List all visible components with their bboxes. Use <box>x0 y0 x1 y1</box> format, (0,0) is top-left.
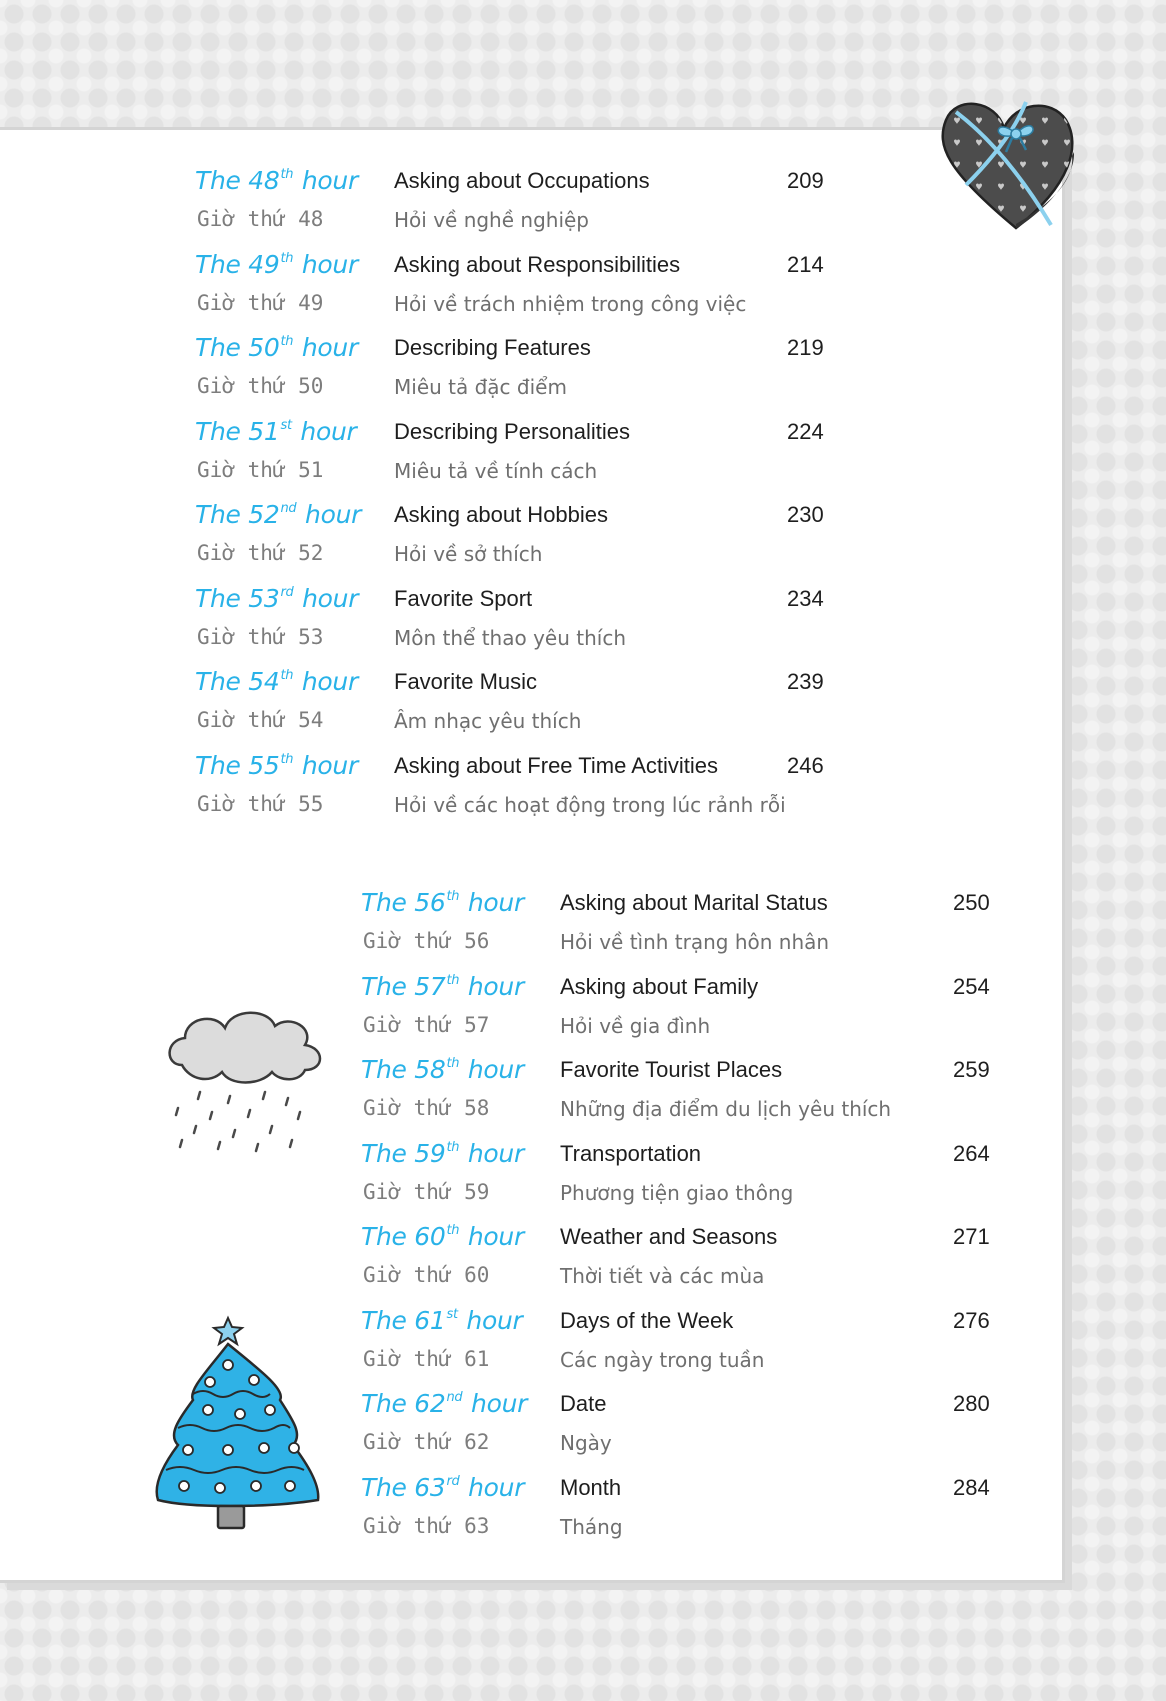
page-number: 254 <box>953 973 990 999</box>
rain-cloud-icon <box>160 1000 330 1170</box>
entry-title: Asking about Marital Status <box>560 890 828 915</box>
hour-label: The 61st hour <box>361 1305 523 1335</box>
heart-gift-box-icon <box>926 90 1081 235</box>
vietnamese-hour-label: Giờ thứ 54 <box>197 708 324 732</box>
vietnamese-title: Miêu tả đặc điểm <box>394 375 567 399</box>
christmas-tree-icon <box>148 1310 328 1535</box>
hour-label: The 50th hour <box>195 333 358 362</box>
vietnamese-title: Âm nhạc yêu thích <box>394 709 582 733</box>
vietnamese-hour-label: Giờ thứ 49 <box>197 290 324 315</box>
page-number: 246 <box>787 752 824 778</box>
page-number: 259 <box>953 1057 990 1082</box>
page-number: 219 <box>787 335 824 360</box>
hour-label: The 53rd hour <box>195 583 359 613</box>
hour-label: The 48th hour <box>195 166 358 195</box>
entry-title: Date <box>560 1391 607 1416</box>
entry-title: Days of the Week <box>560 1307 734 1333</box>
vietnamese-hour-label: Giờ thứ 58 <box>363 1096 490 1120</box>
vietnamese-hour-label: Giờ thứ 59 <box>363 1179 490 1204</box>
page-number: 264 <box>953 1140 990 1166</box>
vietnamese-hour-label: Giờ thứ 63 <box>363 1513 490 1538</box>
hour-label: The 57th hour <box>361 971 524 1001</box>
hour-label: The 58th hour <box>361 1055 524 1084</box>
hour-label: The 56th hour <box>361 888 524 917</box>
entry-title: Asking about Hobbies <box>394 502 609 527</box>
vietnamese-title: Hỏi về tình trạng hôn nhân <box>560 930 830 954</box>
entry-title: Weather and Seasons <box>560 1224 778 1249</box>
hour-label: The 52nd hour <box>195 500 362 529</box>
page-number: 224 <box>787 418 824 444</box>
entry-title: Favorite Music <box>394 669 538 694</box>
vietnamese-title: Ngày <box>560 1431 612 1455</box>
page-number: 230 <box>787 502 824 527</box>
hour-label: The 49th hour <box>195 249 358 279</box>
entry-title: Asking about Occupations <box>394 168 650 193</box>
vietnamese-title: Hỏi về nghề nghiệp <box>394 208 589 232</box>
hour-label: The 59th hour <box>361 1138 524 1168</box>
hour-label: The 63rd hour <box>361 1472 525 1502</box>
page-number: 284 <box>953 1474 990 1500</box>
entry-title: Describing Personalities <box>394 418 630 444</box>
entry-title: Favorite Tourist Places <box>560 1057 783 1082</box>
entry-title: Month <box>560 1474 622 1500</box>
hour-label: The 60th hour <box>361 1222 524 1251</box>
vietnamese-title: Những địa điểm du lịch yêu thích <box>560 1097 892 1121</box>
vietnamese-hour-label: Giờ thứ 60 <box>363 1263 490 1287</box>
hour-label: The 55th hour <box>195 750 358 780</box>
page-number: 209 <box>787 168 824 193</box>
vietnamese-title: Môn thể thao yêu thích <box>394 625 626 650</box>
vietnamese-title: Hỏi về trách nhiệm trong công việc <box>394 291 747 316</box>
vietnamese-hour-label: Giờ thứ 53 <box>197 624 324 649</box>
vietnamese-title: Hỏi về gia đình <box>560 1013 711 1038</box>
vietnamese-title: Miêu tả về tính cách <box>394 458 598 483</box>
vietnamese-title: Các ngày trong tuần <box>560 1347 765 1372</box>
vietnamese-hour-label: Giờ thứ 56 <box>363 929 490 953</box>
page-number: 239 <box>787 669 824 694</box>
entry-title: Favorite Sport <box>394 585 533 611</box>
vietnamese-hour-label: Giờ thứ 48 <box>197 207 324 231</box>
vietnamese-title: Tháng <box>560 1514 623 1539</box>
hour-label: The 51st hour <box>195 416 357 446</box>
vietnamese-hour-label: Giờ thứ 55 <box>197 791 324 816</box>
vietnamese-title: Thời tiết và các mùa <box>560 1264 765 1288</box>
entry-title: Transportation <box>560 1140 702 1166</box>
entry-title: Asking about Responsibilities <box>394 251 681 277</box>
hour-label: The 62nd hour <box>361 1389 528 1418</box>
page-number: 214 <box>787 251 824 277</box>
vietnamese-hour-label: Giờ thứ 62 <box>363 1430 490 1454</box>
vietnamese-title: Phương tiện giao thông <box>560 1180 794 1205</box>
page-number: 280 <box>953 1391 990 1416</box>
entry-title: Asking about Family <box>560 973 759 999</box>
entry-title: Describing Features <box>394 335 591 360</box>
vietnamese-title: Hỏi về các hoạt động trong lúc rảnh rỗi <box>394 792 786 817</box>
page-number: 276 <box>953 1307 990 1333</box>
vietnamese-hour-label: Giờ thứ 57 <box>363 1012 490 1037</box>
vietnamese-hour-label: Giờ thứ 52 <box>197 541 324 565</box>
entry-title: Asking about Free Time Activities <box>394 752 719 778</box>
vietnamese-hour-label: Giờ thứ 61 <box>363 1346 490 1371</box>
hour-label: The 54th hour <box>195 667 358 696</box>
page-number: 250 <box>953 890 990 915</box>
page-number: 271 <box>953 1224 990 1249</box>
vietnamese-title: Hỏi về sở thích <box>394 542 543 566</box>
page-number: 234 <box>787 585 824 611</box>
vietnamese-hour-label: Giờ thứ 51 <box>197 457 324 482</box>
vietnamese-hour-label: Giờ thứ 50 <box>197 374 324 398</box>
